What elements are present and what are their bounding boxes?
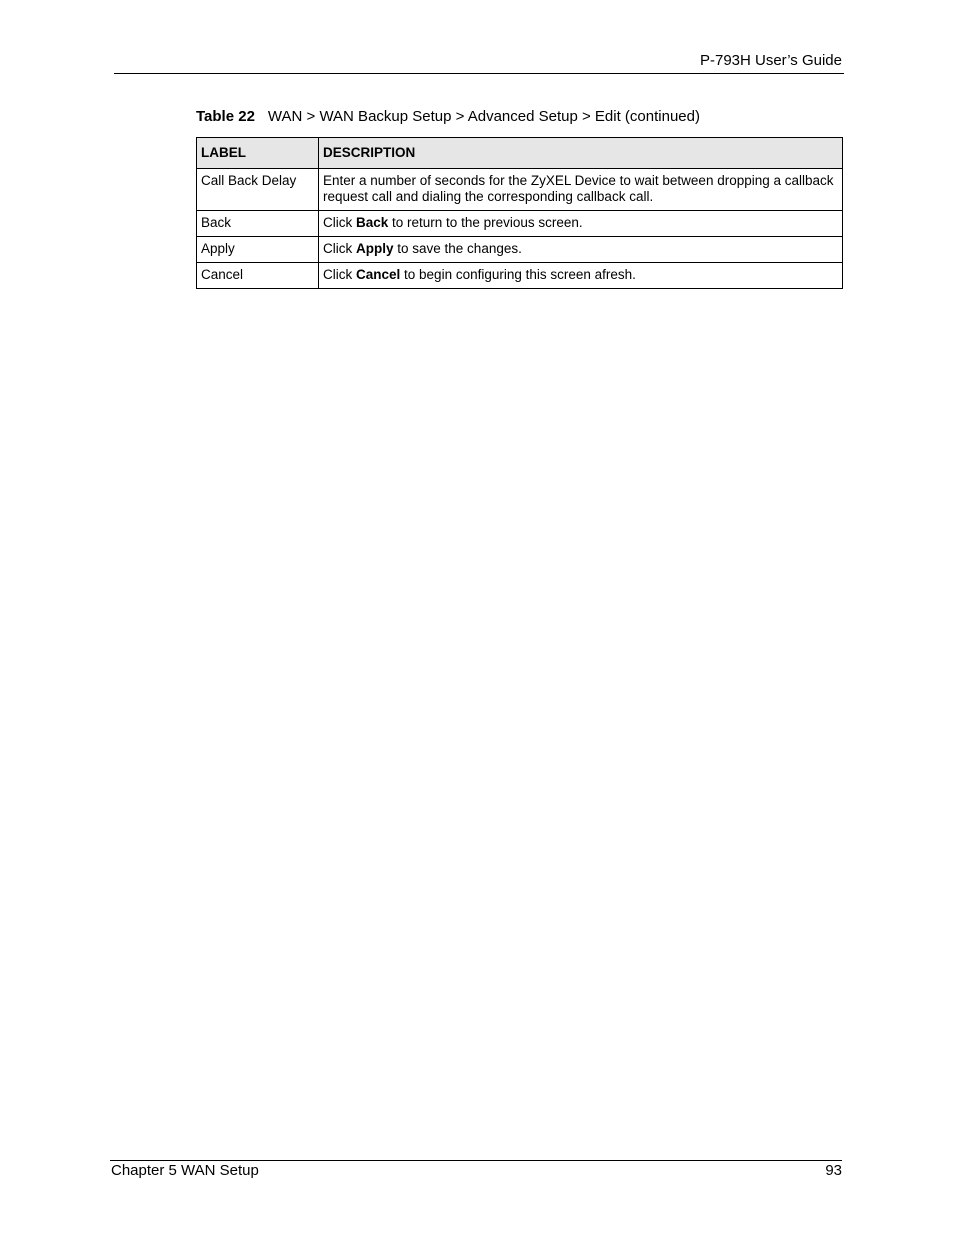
table-caption-text: WAN > WAN Backup Setup > Advanced Setup > Edit (continued) xyxy=(267,108,700,125)
row-description xyxy=(319,211,843,237)
row-label: Cancel xyxy=(197,263,319,289)
table-caption-label: Table 22 xyxy=(196,108,255,125)
row-description xyxy=(319,237,843,263)
row-label: Apply xyxy=(197,237,319,263)
description-text: Click xyxy=(323,241,356,256)
description-bold-term: Back xyxy=(356,215,389,230)
description-bold-term: Cancel xyxy=(356,267,401,282)
description-bold-term: Apply xyxy=(356,241,394,256)
description-text: Click xyxy=(323,267,356,282)
running-header-title: P-793H User’s Guide xyxy=(699,52,842,69)
table-row xyxy=(197,169,843,211)
description-text: to begin configuring this screen afresh. xyxy=(400,267,636,282)
table-row xyxy=(197,211,843,237)
table-row xyxy=(197,237,843,263)
column-header-label: LABEL xyxy=(197,138,319,169)
table-header-row xyxy=(197,138,843,169)
footer-chapter-title: Chapter 5 WAN Setup xyxy=(111,1162,259,1179)
description-text: Click xyxy=(323,215,356,230)
row-description xyxy=(319,263,843,289)
row-label: Back xyxy=(197,211,319,237)
description-table xyxy=(196,137,843,289)
description-text: to save the changes. xyxy=(393,241,522,256)
description-text: Enter a number of seconds for the ZyXEL Device to wait between dropping a callback request call and dialing the corresponding callback call. xyxy=(323,173,834,204)
row-description xyxy=(319,169,843,211)
footer-page-number: 93 xyxy=(825,1162,842,1179)
table-caption xyxy=(196,108,700,125)
header-rule xyxy=(114,73,844,74)
description-text: to return to the previous screen. xyxy=(388,215,583,230)
table-row xyxy=(197,263,843,289)
column-header-description: DESCRIPTION xyxy=(319,138,843,169)
row-label: Call Back Delay xyxy=(197,169,319,211)
footer-rule xyxy=(110,1160,842,1161)
